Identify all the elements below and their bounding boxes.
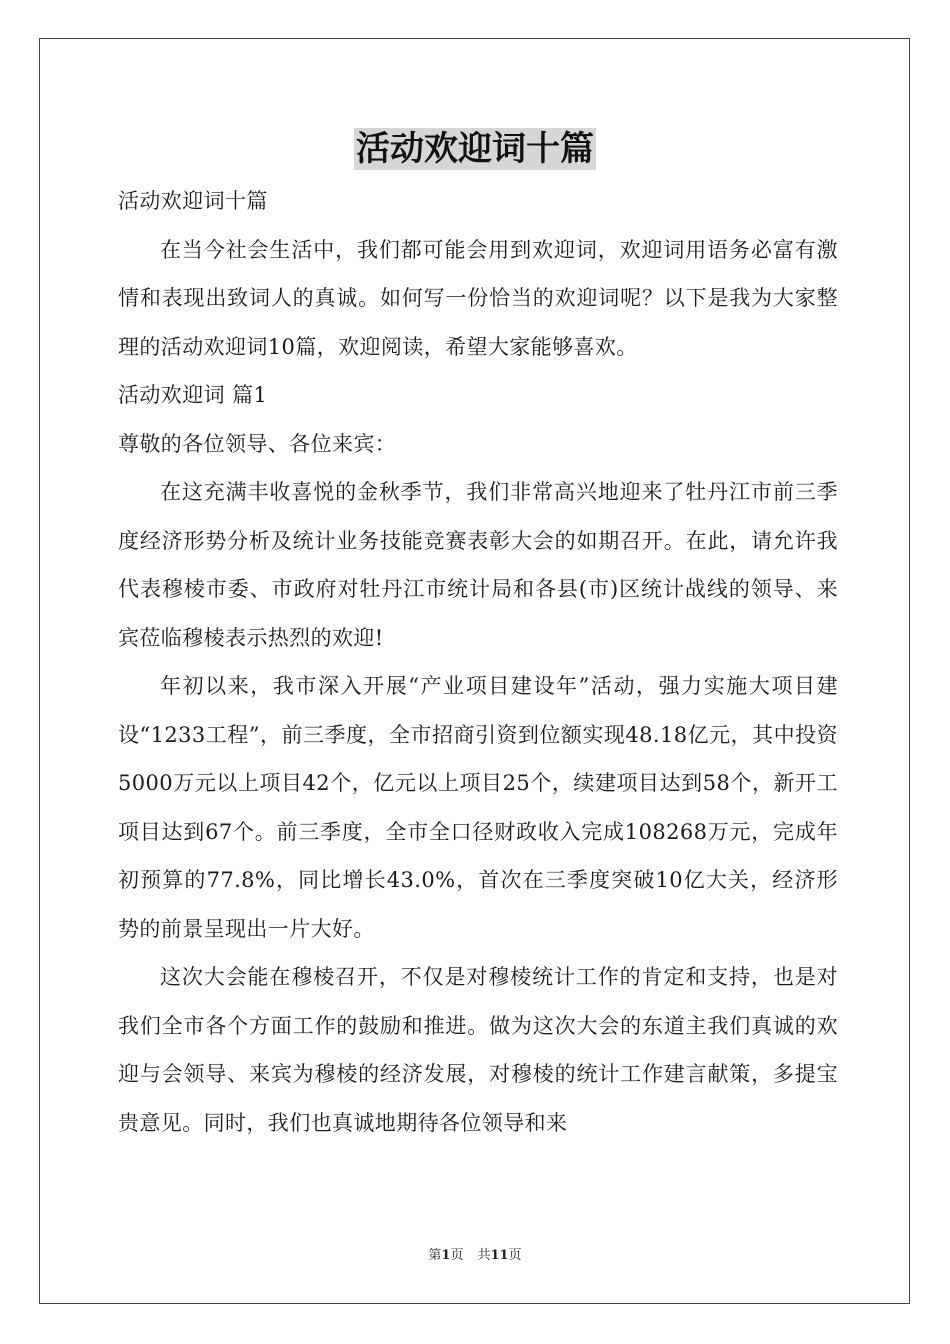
paragraph-intro: 在当今社会生活中，我们都可能会用到欢迎词，欢迎词用语务必富有激情和表现出致词人的真诚。如何写一份恰当的欢迎词呢？以下是我为大家整理的活动欢迎词10篇，欢迎阅读，希望大家能够喜欢。 xyxy=(118,237,838,359)
page-footer xyxy=(0,1244,950,1263)
paragraph: 年初以来，我市深入开展“产业项目建设年”活动，强力实施大项目建设“1233工程”，前三季度，全市招商引资到位额实现48.18亿元，其中投资5000万元以上项目42个，亿元以上项目25个，续建项目达到58个，新开工项目达到67个。前三季度，全市全口径财政收入完成108268万元，完成年初预算的77.8%，同比增长43.0%，首次在三季度突破10亿大关，经济形势的前景呈现出一片大好。 xyxy=(118,674,838,941)
paragraph: 在这充满丰收喜悦的金秋季节，我们非常高兴地迎来了牡丹江市前三季度经济形势分析及统计业务技能竞赛表彰大会的如期召开。在此，请允许我代表穆棱市委、市政府对牡丹江市统计局和各县(市)区统计战线的领导、来宾莅临穆棱表示热烈的欢迎! xyxy=(118,480,838,650)
total-pages: 11 xyxy=(490,1248,509,1263)
document-body xyxy=(118,177,838,1147)
paragraph-subtitle: 活动欢迎词十篇 xyxy=(118,189,268,213)
page-number: 1 xyxy=(441,1248,451,1263)
title-container xyxy=(0,128,950,170)
page-suffix: 页 xyxy=(450,1248,464,1263)
paragraph: 这次大会能在穆棱召开，不仅是对穆棱统计工作的肯定和支持，也是对我们全市各个方面工作的鼓励和推进。做为这次大会的东道主我们真诚的欢迎与会领导、来宾为穆棱的经济发展，对穆棱的统计工作建言献策，多提宝贵意见。同时，我们也真诚地期待各位领导和来 xyxy=(118,965,838,1135)
document-title: 活动欢迎词十篇 xyxy=(356,129,594,169)
section-heading: 活动欢迎词 篇1 xyxy=(118,383,268,407)
total-prefix: 共 xyxy=(477,1248,491,1263)
total-suffix: 页 xyxy=(508,1248,522,1263)
page-prefix: 第 xyxy=(428,1248,442,1263)
salutation: 尊敬的各位领导、各位来宾： xyxy=(118,431,397,456)
